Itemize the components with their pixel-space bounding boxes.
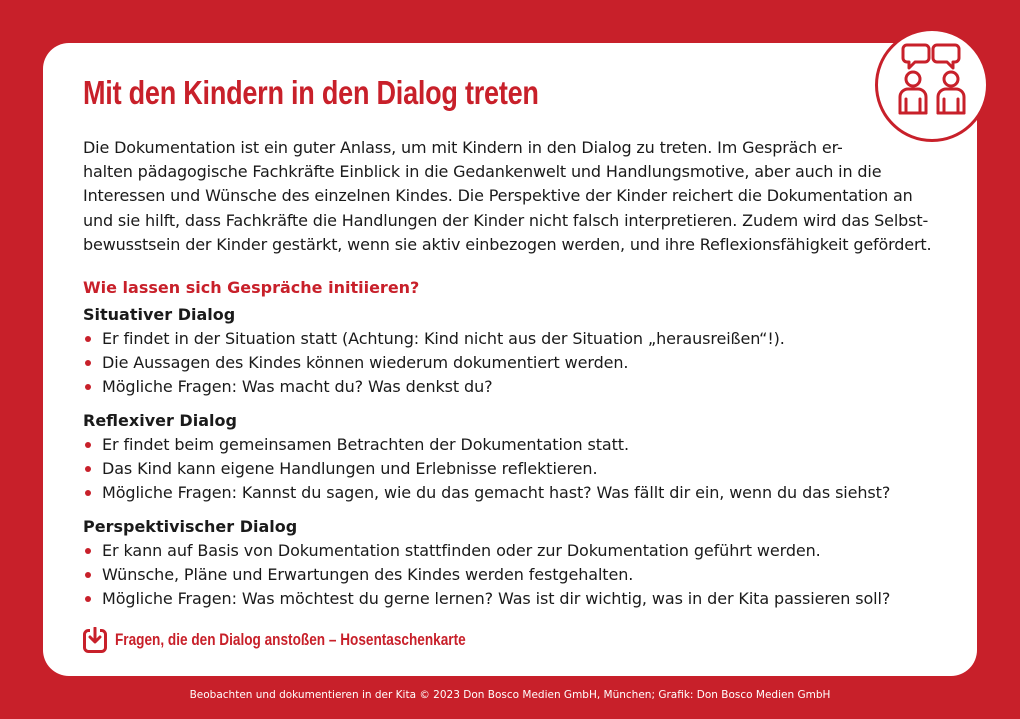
intro-paragraph [83,136,943,257]
list-item-text: Das Kind kann eigene Handlungen und Erlebnisse reflektieren. [102,459,598,479]
list-item [83,375,943,399]
section-perspektivisch [83,515,943,612]
download-document-icon [83,627,107,653]
intro-line: und sie hilft, dass Fachkräfte die Handlungen der Kinder nicht falsch interpretieren. Zudem wird das Selbst- [83,210,929,230]
bullet-dot [85,572,91,578]
section-heading: Situativer Dialog [83,305,236,324]
list-item [83,327,943,351]
dialog-children-icon [875,28,989,142]
bullet-dot [85,466,91,472]
bullet-dot [85,596,91,602]
intro-line: Interessen und Wünsche des einzelnen Kindes. Die Perspektive der Kinder reichert die Dokumentation an [83,186,913,206]
intro-line: bewusstsein der Kinder gestärkt, wenn sie aktiv einbezogen werden, und ihre Reflexionsfähigkeit gefördert. [83,234,932,254]
bullet-dot [85,442,91,448]
list-item [83,587,943,611]
copyright-footer: Beobachten und dokumentieren in der Kita © 2023 Don Bosco Medien GmbH, München; Grafik: Don Bosco Medien GmbH [189,689,831,701]
section-heading: Perspektivischer Dialog [83,517,298,536]
list-item-text: Mögliche Fragen: Kannst du sagen, wie du das gemacht hast? Was fällt dir ein, wenn du das siehst? [102,483,891,503]
bullet-dot [85,490,91,496]
page-title: Mit den Kindern in den Dialog treten [83,74,539,111]
list-item [83,351,943,375]
list-item-text: Er findet beim gemeinsamen Betrachten der Dokumentation statt. [102,435,629,454]
list-item-text: Die Aussagen des Kindes können wiederum dokumentiert werden. [102,353,629,373]
section-heading: Reflexiver Dialog [83,411,237,430]
list-item [83,481,943,505]
list-item-text: Er findet in der Situation statt (Achtung: Kind nicht aus der Situation „herausreißen“!). [102,329,785,348]
bullet-list [83,327,943,400]
bullet-dot [85,384,91,390]
link-label[interactable]: Fragen, die den Dialog anstoßen – Hosentaschenkarte [115,630,466,649]
section-reflexiv [83,409,943,506]
bullet-dot [85,548,91,554]
bullet-list [83,539,943,612]
intro-line: Die Dokumentation ist ein guter Anlass, um mit Kindern in den Dialog zu treten. Im Gespräch er- [83,138,843,157]
list-item [83,457,943,481]
list-item [83,539,943,563]
bullet-dot [85,336,91,342]
hosentaschenkarte-link[interactable] [83,627,553,653]
section-situativ [83,303,943,400]
bullet-list [83,433,943,506]
bullet-dot [85,360,91,366]
dialog-children-icon-graphic [878,31,986,139]
list-item-text: Mögliche Fragen: Was macht du? Was denkst du? [102,377,493,397]
list-item [83,433,943,457]
intro-line: halten pädagogische Fachkräfte Einblick in die Gedankenwelt und Handlungsmotive, aber auch in die [83,162,882,182]
list-item [83,563,943,587]
section-question-heading: Wie lassen sich Gespräche initiieren? [83,278,420,297]
list-item-text: Wünsche, Pläne und Erwartungen des Kindes werden festgehalten. [102,565,634,585]
list-item-text: Mögliche Fragen: Was möchtest du gerne lernen? Was ist dir wichtig, was in der Kita passieren soll? [102,589,891,609]
list-item-text: Er kann auf Basis von Dokumentation stattfinden oder zur Dokumentation geführt werden. [102,541,821,560]
